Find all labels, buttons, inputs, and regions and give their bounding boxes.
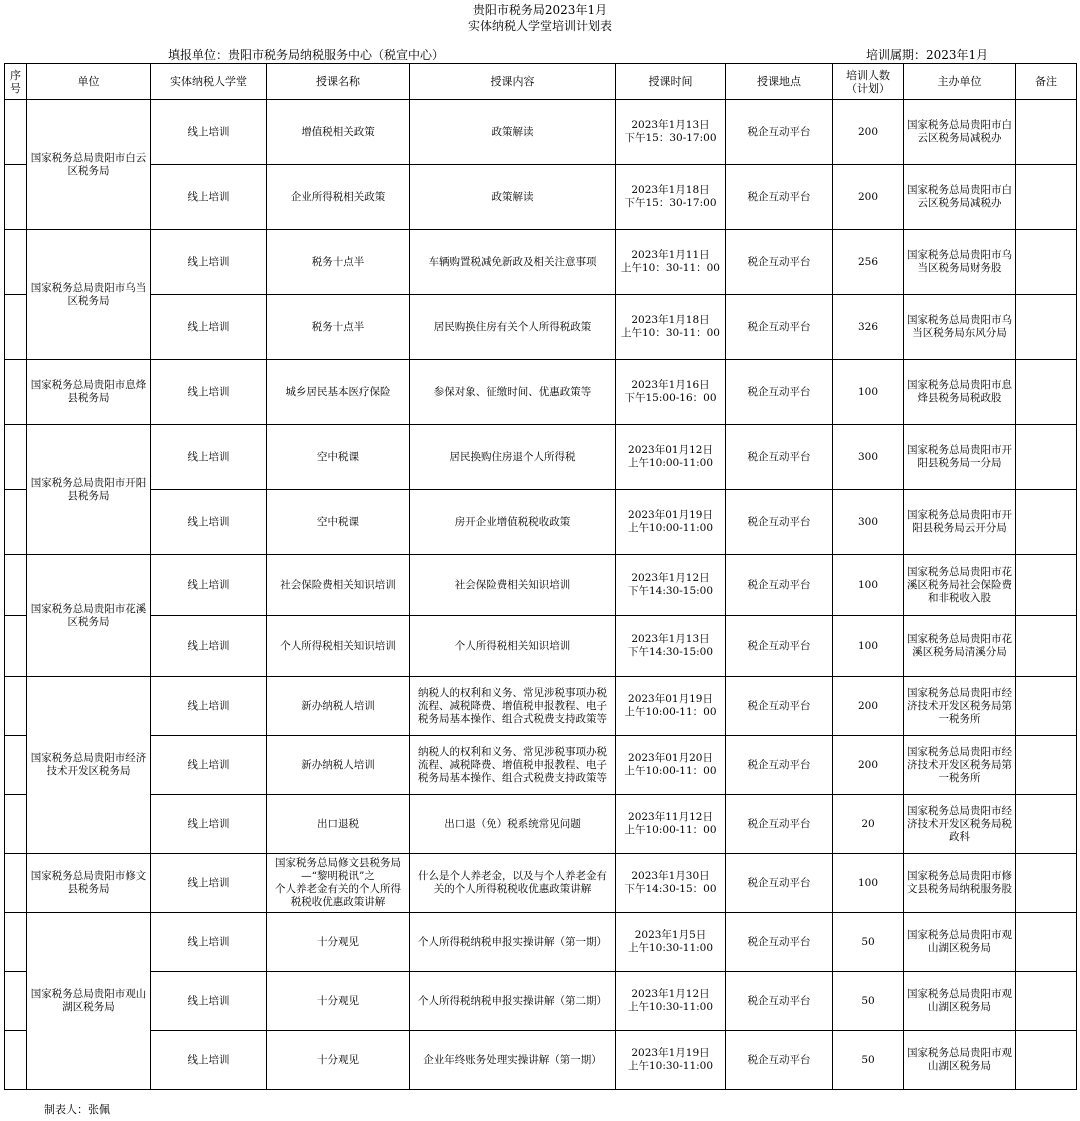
location-cell: 税企互动平台	[726, 295, 833, 360]
course-name-cell: 税务十点半	[267, 295, 410, 360]
location-cell: 税企互动平台	[726, 795, 833, 854]
content-cell: 居民换购住房退个人所得税	[410, 425, 616, 490]
table-row	[5, 1031, 1077, 1090]
classroom-cell: 线上培训	[151, 425, 267, 490]
unit-cell: 国家税务总局贵阳市息烽县税务局	[27, 360, 151, 425]
course-name-cell: 十分观见	[267, 1031, 410, 1090]
seq-cell	[5, 100, 27, 165]
organizer-cell: 国家税务总局贵阳市经济技术开发区税务局税政科	[904, 795, 1016, 854]
count-cell: 50	[833, 972, 904, 1031]
count-cell: 256	[833, 230, 904, 295]
course-name-cell: 增值税相关政策	[267, 100, 410, 165]
location-cell: 税企互动平台	[726, 360, 833, 425]
time-cell: 2023年01月20日 上午10:00-11：00	[616, 736, 726, 795]
course-name-cell: 十分观见	[267, 972, 410, 1031]
course-name-cell: 新办纳税人培训	[267, 677, 410, 736]
organizer-cell: 国家税务总局贵阳市息烽县税务局税政股	[904, 360, 1016, 425]
location-cell: 税企互动平台	[726, 972, 833, 1031]
remark-cell	[1016, 854, 1077, 913]
organizer-cell: 国家税务总局贵阳市白云区税务局减税办	[904, 165, 1016, 230]
header-unit: 单位	[27, 64, 151, 100]
organizer-cell: 国家税务总局贵阳市花溪区税务局社会保险费和非税收入股	[904, 555, 1016, 616]
table-row	[5, 100, 1077, 165]
content-cell: 社会保险费相关知识培训	[410, 555, 616, 616]
content-cell: 居民购换住房有关个人所得税政策	[410, 295, 616, 360]
training-period: 培训属期：2023年1月	[866, 48, 989, 62]
course-name-cell: 空中税课	[267, 425, 410, 490]
course-name-cell: 社会保险费相关知识培训	[267, 555, 410, 616]
remark-cell	[1016, 230, 1077, 295]
count-cell: 200	[833, 677, 904, 736]
time-cell: 2023年01月19日 上午10:00-11:00	[616, 490, 726, 555]
course-name-cell: 国家税务总局修文县税务局—“黎明税讯”之 个人养老金有关的个人所得税税收优惠政策讲解	[267, 854, 410, 913]
table-row	[5, 795, 1077, 854]
content-cell: 什么是个人养老金，以及与个人养老金有关的个人所得税税收优惠政策讲解	[410, 854, 616, 913]
remark-cell	[1016, 555, 1077, 616]
unit-cell: 国家税务总局贵阳市经济技术开发区税务局	[27, 677, 151, 854]
count-cell: 200	[833, 736, 904, 795]
title-line-1: 贵阳市税务局2023年1月	[472, 3, 608, 17]
time-cell: 2023年01月12日 上午10:00-11:00	[616, 425, 726, 490]
seq-cell	[5, 1031, 27, 1090]
seq-cell	[5, 425, 27, 490]
count-cell: 20	[833, 795, 904, 854]
remark-cell	[1016, 100, 1077, 165]
location-cell: 税企互动平台	[726, 736, 833, 795]
classroom-cell: 线上培训	[151, 677, 267, 736]
table-row	[5, 360, 1077, 425]
seq-cell	[5, 555, 27, 616]
location-cell: 税企互动平台	[726, 854, 833, 913]
organizer-cell: 国家税务总局贵阳市乌当区税务局财务股	[904, 230, 1016, 295]
header-organizer: 主办单位	[904, 64, 1016, 100]
header-course-name: 授课名称	[267, 64, 410, 100]
table-row	[5, 295, 1077, 360]
count-cell: 300	[833, 425, 904, 490]
count-cell: 200	[833, 100, 904, 165]
time-cell: 2023年1月13日 下午15：30-17:00	[616, 100, 726, 165]
location-cell: 税企互动平台	[726, 913, 833, 972]
classroom-cell: 线上培训	[151, 854, 267, 913]
organizer-cell: 国家税务总局贵阳市观山湖区税务局	[904, 1031, 1016, 1090]
organizer-cell: 国家税务总局贵阳市观山湖区税务局	[904, 913, 1016, 972]
classroom-cell: 线上培训	[151, 100, 267, 165]
remark-cell	[1016, 795, 1077, 854]
content-cell: 个人所得税纳税申报实操讲解（第一期）	[410, 913, 616, 972]
classroom-cell: 线上培训	[151, 913, 267, 972]
seq-cell	[5, 295, 27, 360]
content-cell: 个人所得税纳税申报实操讲解（第二期）	[410, 972, 616, 1031]
table-row	[5, 736, 1077, 795]
course-name-cell: 空中税课	[267, 490, 410, 555]
table-row	[5, 425, 1077, 490]
header-count: 培训人数（计划）	[833, 64, 904, 100]
location-cell: 税企互动平台	[726, 616, 833, 677]
organizer-cell: 国家税务总局贵阳市观山湖区税务局	[904, 972, 1016, 1031]
organizer-cell: 国家税务总局贵阳市白云区税务局减税办	[904, 100, 1016, 165]
organizer-cell: 国家税务总局贵阳市经济技术开发区税务局第一税务所	[904, 677, 1016, 736]
unit-cell: 国家税务总局贵阳市开阳县税务局	[27, 425, 151, 555]
content-cell: 出口退（免）税系统常见问题	[410, 795, 616, 854]
table-maker: 制表人：张佩	[44, 1103, 110, 1116]
table-body	[5, 100, 1077, 1090]
content-cell: 政策解读	[410, 165, 616, 230]
seq-cell	[5, 913, 27, 972]
header-time: 授课时间	[616, 64, 726, 100]
count-cell: 50	[833, 913, 904, 972]
seq-cell	[5, 230, 27, 295]
seq-cell	[5, 677, 27, 736]
content-cell: 房开企业增值税税收政策	[410, 490, 616, 555]
classroom-cell: 线上培训	[151, 736, 267, 795]
location-cell: 税企互动平台	[726, 490, 833, 555]
remark-cell	[1016, 736, 1077, 795]
table-row	[5, 555, 1077, 616]
training-plan-table	[4, 63, 1077, 1090]
location-cell: 税企互动平台	[726, 100, 833, 165]
time-cell: 2023年1月5日 上午10:30-11:00	[616, 913, 726, 972]
content-cell: 纳税人的权利和义务、常见涉税事项办税流程、减税降费、增值税申报教程、电子税务局基本操作、组合式税费支持政策等	[410, 677, 616, 736]
content-cell: 政策解读	[410, 100, 616, 165]
content-cell: 个人所得税相关知识培训	[410, 616, 616, 677]
course-name-cell: 税务十点半	[267, 230, 410, 295]
unit-cell: 国家税务总局贵阳市修文县税务局	[27, 854, 151, 913]
table-row	[5, 677, 1077, 736]
organizer-cell: 国家税务总局贵阳市修文县税务局纳税服务股	[904, 854, 1016, 913]
organizer-cell: 国家税务总局贵阳市乌当区税务局东风分局	[904, 295, 1016, 360]
header-classroom: 实体纳税人学堂	[151, 64, 267, 100]
table-row	[5, 230, 1077, 295]
time-cell: 2023年1月12日 上午10:30-11:00	[616, 972, 726, 1031]
classroom-cell: 线上培训	[151, 230, 267, 295]
time-cell: 2023年1月18日 下午15：30-17:00	[616, 165, 726, 230]
content-cell: 企业年终账务处理实操讲解（第一期）	[410, 1031, 616, 1090]
organizer-cell: 国家税务总局贵阳市开阳县税务局云开分局	[904, 490, 1016, 555]
time-cell: 2023年1月16日 下午15:00-16：00	[616, 360, 726, 425]
remark-cell	[1016, 425, 1077, 490]
time-cell: 2023年1月19日 上午10:30-11:00	[616, 1031, 726, 1090]
course-name-cell: 城乡居民基本医疗保险	[267, 360, 410, 425]
time-cell: 2023年1月18日 上午10：30-11：00	[616, 295, 726, 360]
content-cell: 参保对象、征缴时间、优惠政策等	[410, 360, 616, 425]
remark-cell	[1016, 972, 1077, 1031]
classroom-cell: 线上培训	[151, 1031, 267, 1090]
header-location: 授课地点	[726, 64, 833, 100]
header-seq: 序号	[5, 64, 27, 100]
filler-unit: 填报单位：贵阳市税务局纳税服务中心（税宣中心）	[168, 48, 445, 62]
count-cell: 300	[833, 490, 904, 555]
location-cell: 税企互动平台	[726, 165, 833, 230]
remark-cell	[1016, 490, 1077, 555]
course-name-cell: 个人所得税相关知识培训	[267, 616, 410, 677]
classroom-cell: 线上培训	[151, 795, 267, 854]
seq-cell	[5, 616, 27, 677]
classroom-cell: 线上培训	[151, 360, 267, 425]
organizer-cell: 国家税务总局贵阳市开阳县税务局一分局	[904, 425, 1016, 490]
remark-cell	[1016, 677, 1077, 736]
organizer-cell: 国家税务总局贵阳市花溪区税务局清溪分局	[904, 616, 1016, 677]
count-cell: 100	[833, 360, 904, 425]
time-cell: 2023年1月12日 下午14:30-15:00	[616, 555, 726, 616]
seq-cell	[5, 795, 27, 854]
course-name-cell: 十分观见	[267, 913, 410, 972]
remark-cell	[1016, 616, 1077, 677]
content-cell: 车辆购置税减免新政及相关注意事项	[410, 230, 616, 295]
seq-cell	[5, 736, 27, 795]
classroom-cell: 线上培训	[151, 165, 267, 230]
location-cell: 税企互动平台	[726, 1031, 833, 1090]
count-cell: 50	[833, 1031, 904, 1090]
course-name-cell: 新办纳税人培训	[267, 736, 410, 795]
seq-cell	[5, 972, 27, 1031]
content-cell: 纳税人的权利和义务、常见涉税事项办税流程、减税降费、增值税申报教程、电子税务局基本操作、组合式税费支持政策等	[410, 736, 616, 795]
time-cell: 2023年1月11日 上午10：30-11：00	[616, 230, 726, 295]
location-cell: 税企互动平台	[726, 425, 833, 490]
time-cell: 2023年1月30日 下午14:30-15：00	[616, 854, 726, 913]
remark-cell	[1016, 1031, 1077, 1090]
classroom-cell: 线上培训	[151, 616, 267, 677]
table-row	[5, 913, 1077, 972]
unit-cell: 国家税务总局贵阳市乌当区税务局	[27, 230, 151, 360]
remark-cell	[1016, 913, 1077, 972]
table-row	[5, 972, 1077, 1031]
table-row	[5, 165, 1077, 230]
seq-cell	[5, 360, 27, 425]
table-row	[5, 490, 1077, 555]
count-cell: 326	[833, 295, 904, 360]
classroom-cell: 线上培训	[151, 972, 267, 1031]
classroom-cell: 线上培训	[151, 555, 267, 616]
remark-cell	[1016, 295, 1077, 360]
unit-cell: 国家税务总局贵阳市花溪区税务局	[27, 555, 151, 677]
time-cell: 2023年11月12日 上午10:00-11：00	[616, 795, 726, 854]
count-cell: 100	[833, 616, 904, 677]
unit-cell: 国家税务总局贵阳市白云区税务局	[27, 100, 151, 230]
classroom-cell: 线上培训	[151, 295, 267, 360]
count-cell: 100	[833, 854, 904, 913]
location-cell: 税企互动平台	[726, 555, 833, 616]
organizer-cell: 国家税务总局贵阳市经济技术开发区税务局第一税务所	[904, 736, 1016, 795]
course-name-cell: 出口退税	[267, 795, 410, 854]
table-row	[5, 616, 1077, 677]
time-cell: 2023年01月19日 上午10:00-11：00	[616, 677, 726, 736]
classroom-cell: 线上培训	[151, 490, 267, 555]
seq-cell	[5, 854, 27, 913]
seq-cell	[5, 490, 27, 555]
unit-cell: 国家税务总局贵阳市观山湖区税务局	[27, 913, 151, 1090]
course-name-cell: 企业所得税相关政策	[267, 165, 410, 230]
remark-cell	[1016, 360, 1077, 425]
header-row	[5, 64, 1077, 100]
remark-cell	[1016, 165, 1077, 230]
location-cell: 税企互动平台	[726, 677, 833, 736]
location-cell: 税企互动平台	[726, 230, 833, 295]
seq-cell	[5, 165, 27, 230]
count-cell: 200	[833, 165, 904, 230]
header-content: 授课内容	[410, 64, 616, 100]
title-line-2: 实体纳税人学堂培训计划表	[467, 19, 612, 33]
table-row	[5, 854, 1077, 913]
count-cell: 100	[833, 555, 904, 616]
time-cell: 2023年1月13日 下午14:30-15:00	[616, 616, 726, 677]
header-remark: 备注	[1016, 64, 1077, 100]
